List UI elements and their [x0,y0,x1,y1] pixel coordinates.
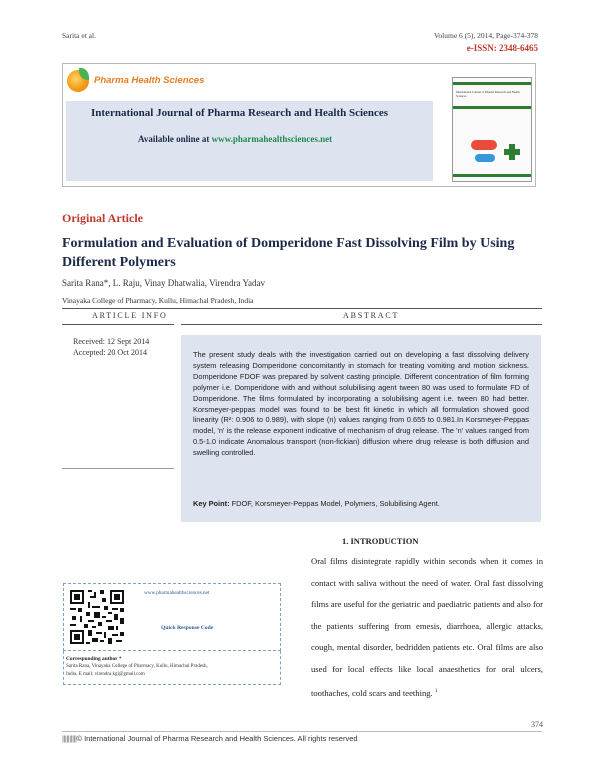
section-type: Original Article [62,211,143,225]
qr-code-icon[interactable] [68,588,126,646]
accepted-date: Accepted: 20 Oct 2014 [73,348,147,357]
article-info-rule [62,324,174,325]
footer-rule [62,731,542,732]
running-head-authors: Sarita et al. [62,31,96,40]
qr-url-link[interactable]: www.pharmahealthsciences.net [144,590,210,596]
available-prefix: Available online at [138,134,210,144]
journal-url-link[interactable]: www.pharmahealthsciences.net [211,134,333,144]
journal-banner [62,63,536,187]
key-point [193,499,529,508]
qr-box [63,583,281,651]
authors: Sarita Rana*, L. Raju, Vinay Dhatwalia, Virendra Yadav [62,278,266,288]
received-date: Received: 12 Sept 2014 [73,337,150,346]
abstract-text: The present study deals with the investigation carried out on developing a fast dissolving delivery system releasing Domperidone concomitantly in stomach for treating vomiting and motion sickness. Domperidone FDOF was prepared by solvent casting principle. Different concentration of film forming polymer i.e. Domperidone with and without solubilising agent tween 80 was used to formulate FD of Domperidone. The films formulated by incorporating a solubilising agent i.e. tween 80 had better. Korsmeyer-peppas model was found to be best fit kinetic in which all formulation showed good linearity (R²: 0.906 to 0.989), with slope (n) values ranging from 0.655 to 0.981.In Korsmeyer-Peppas model, 'n' is the release exponent indicative of mechanism of drug release. The 'n' values ranged from 0.5-1.0 indicate Anomalous transport (non-fickian) diffusion where drug release is both diffusion and swelling controlled. [193,350,529,458]
corresponding-author-title: Corresponding author * [66,656,122,662]
intro-paragraph: Oral films disintegrate rapidly within seconds when it comes in contact with saliva without the need of water. Oral fast dissolving films are useful for the geriatric and paediatric patients and also for the patients suffering from emesis, diarrhoea, allergic attacks, cough, mental disorder, bedridden patients etc. Oral films are also used for local effects like local anaesthetics for oral ulcers, toothaches, cold scars and teething. [311,556,543,698]
capsule-icon [475,154,495,162]
abstract-panel [181,335,541,522]
qr-caption: Quick Response Code [161,625,214,631]
article-title: Formulation and Evaluation of Domperidone Fast Dissolving Film by Using Different Polymers [62,236,515,270]
article-info-heading: ARTICLE INFO [92,311,168,320]
key-point-label: Key Point: [193,499,230,508]
page-number: 374 [531,720,543,729]
cover-title: International Journal of Pharma Research and Health Sciences [456,90,520,98]
medical-cross-icon [504,144,520,160]
header-rule-top [62,308,542,309]
running-head-volume: Volume 6 (5), 2014, Page-374-378 [433,31,538,40]
issn: e-ISSN: 2348-6465 [466,43,538,53]
abstract-rule [181,324,542,325]
intro-ref: 1 [434,688,438,694]
footer [62,734,358,743]
journal-title: International Journal of Pharma Research and Health Sciences [91,107,389,119]
corresponding-author-line2: India. E mail: virendra.kgi@gmail.com [66,672,145,677]
corresponding-author-line1: Sarita Rana, Vinayaka College of Pharmacy, Kullu, Himachal Pradesh, [66,664,208,669]
footer-copyright: © International Journal of Pharma Research and Health Sciences. All rights reserved [76,734,358,743]
pill-icon [471,140,497,150]
key-point-text: FDOF, Korsmeyer-Peppas Model, Polymers, Solubilising Agent. [231,499,440,508]
journal-cover-image [452,77,532,182]
available-online [138,134,332,144]
abstract-heading: ABSTRACT [343,311,400,320]
article-info-bottom-rule [62,468,174,469]
logo-text: Pharma Health Sciences [94,75,205,86]
intro-text [311,551,543,704]
footer-barcode-icon: |||||||||| [62,734,77,743]
intro-heading: 1. INTRODUCTION [342,536,419,546]
corresponding-author-box [63,651,281,685]
affiliation: Vinayaka College of Pharmacy, Kullu, Himachal Pradesh, India [62,296,254,305]
